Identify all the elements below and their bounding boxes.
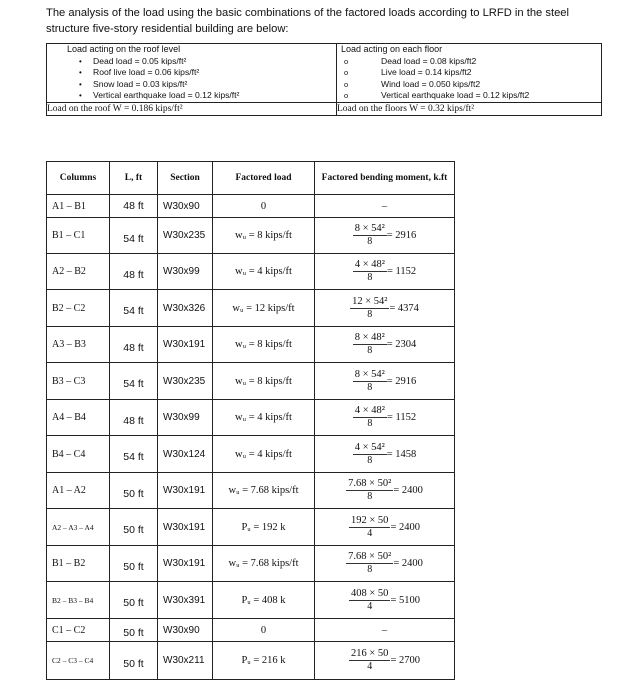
bullet-marker: •: [79, 68, 82, 77]
cell-length: 54 ft: [110, 363, 158, 400]
cell-factored-load: 0: [213, 195, 315, 218]
cell-bending-moment: [315, 642, 455, 680]
cell-bending-moment: [315, 582, 455, 619]
table-row: [47, 582, 455, 619]
cell-section: W30x191: [158, 546, 213, 582]
header-factored-load: Factored load: [213, 162, 315, 195]
load-item-text: Roof live load = 0.06 kips/ft²: [93, 67, 200, 77]
cell-factored-load: Pᵤ = 192 k: [213, 509, 315, 546]
floor-load-cell: [337, 44, 602, 103]
cell-bending-moment: [315, 436, 455, 473]
table-row: [47, 473, 455, 509]
moment-result: = 2916: [386, 375, 417, 387]
cell-factored-load: wᵤ = 4 kips/ft: [213, 400, 315, 436]
moment-dash: –: [381, 624, 388, 636]
moment-numerator: 4 × 54²: [354, 441, 385, 453]
moment-denominator: 8: [346, 490, 393, 503]
load-item-text: Snow load = 0.03 kips/ft²: [93, 78, 188, 89]
table-row: [47, 363, 455, 400]
cell-section: W30x235: [158, 363, 213, 400]
moment-fraction: [353, 405, 387, 430]
load-item-text: Dead load = 0.05 kips/ft²: [93, 55, 187, 66]
cell-length: 48 ft: [110, 254, 158, 290]
cell-length: 50 ft: [110, 582, 158, 619]
cell-section: W30x90: [158, 619, 213, 642]
cell-length: 50 ft: [110, 546, 158, 582]
table-row: [47, 254, 455, 290]
cell-factored-load: wᵤ = 4 kips/ft: [213, 436, 315, 473]
moment-numerator: 192 × 50: [351, 514, 389, 526]
moment-numerator: 408 × 50: [351, 587, 389, 599]
table-header-row: [47, 162, 455, 195]
cell-factored-load: wᵤ = 4 kips/ft: [213, 254, 315, 290]
table-row: [47, 195, 455, 218]
moment-denominator: 4: [349, 600, 390, 613]
cell-bending-moment: [315, 218, 455, 254]
cell-bending-moment: [315, 195, 455, 218]
floor-load-heading: Load acting on each floor: [341, 44, 443, 54]
moment-denominator: 8: [346, 563, 393, 576]
roof-load-heading: Load acting on the roof level: [67, 44, 181, 54]
cell-columns: A2 – A3 – A4: [47, 509, 110, 546]
cell-columns: B2 – B3 – B4: [47, 582, 110, 619]
cell-section: W30x124: [158, 436, 213, 473]
cell-bending-moment: [315, 473, 455, 509]
cell-bending-moment: [315, 400, 455, 436]
moment-fraction: [349, 588, 390, 613]
load-item-text: Live load = 0.14 kips/ft2: [381, 67, 472, 77]
moment-result: = 2400: [393, 485, 423, 496]
moment-fraction: [350, 296, 389, 321]
cell-columns: B3 – C3: [47, 363, 110, 400]
table-row: [47, 642, 455, 680]
cell-bending-moment: [315, 619, 455, 642]
cell-columns: B1 – B2: [47, 546, 110, 582]
moment-numerator: 8 × 48²: [354, 332, 385, 343]
cell-section: W30x211: [158, 642, 213, 680]
table-row: [47, 436, 455, 473]
cell-section: W30x90: [158, 195, 213, 218]
beam-moment-table: [46, 161, 455, 680]
moment-numerator: 7.68 × 50²: [348, 478, 392, 489]
cell-length: 48 ft: [110, 400, 158, 436]
cell-section: W30x191: [158, 473, 213, 509]
cell-bending-moment: [315, 327, 455, 363]
cell-bending-moment: [315, 363, 455, 400]
header-length: L, ft: [110, 162, 158, 195]
floor-load-item: [337, 90, 601, 102]
cell-bending-moment: [315, 509, 455, 546]
load-summary-table: [46, 43, 602, 116]
cell-columns: A1 – A2: [47, 473, 110, 509]
floor-load-item: [337, 79, 601, 91]
moment-fraction: [353, 369, 387, 394]
cell-length: 50 ft: [110, 619, 158, 642]
bullet-marker: •: [79, 56, 82, 66]
load-item-text: Vertical earthquake load = 0.12 kips/ft2: [381, 90, 530, 100]
bullet-marker: •: [79, 79, 82, 89]
cell-section: W30x326: [158, 290, 213, 327]
table-row: [47, 290, 455, 327]
cell-factored-load: wᵤ = 7.68 kips/ft: [213, 546, 315, 582]
bullet-marker: o: [344, 79, 349, 89]
moment-result: = 2304: [386, 339, 417, 350]
cell-factored-load: wᵤ = 7.68 kips/ft: [213, 473, 315, 509]
moment-result: = 4374: [389, 302, 419, 314]
moment-numerator: 8 × 54²: [354, 223, 385, 234]
cell-factored-load: wᵤ = 8 kips/ft: [213, 363, 315, 400]
cell-section: W30x235: [158, 218, 213, 254]
cell-columns: A2 – B2: [47, 254, 110, 290]
moment-result: = 5100: [390, 594, 420, 606]
moment-numerator: 8 × 54²: [354, 368, 385, 380]
moment-denominator: 8: [353, 381, 387, 394]
cell-bending-moment: [315, 254, 455, 290]
cell-factored-load: wᵤ = 8 kips/ft: [213, 218, 315, 254]
cell-columns: C2 – C3 – C4: [47, 642, 110, 680]
table-row: [47, 509, 455, 546]
cell-length: 50 ft: [110, 473, 158, 509]
moment-fraction: [353, 223, 387, 248]
moment-fraction: [346, 478, 393, 503]
load-item-text: Dead load = 0.08 kips/ft2: [381, 55, 477, 66]
floor-load-list: [337, 56, 601, 102]
moment-denominator: 8: [350, 308, 389, 321]
cell-bending-moment: [315, 290, 455, 327]
cell-length: 50 ft: [110, 642, 158, 680]
cell-columns: B2 – C2: [47, 290, 110, 327]
moment-numerator: 216 × 50: [351, 648, 389, 659]
cell-columns: A4 – B4: [47, 400, 110, 436]
cell-columns: A3 – B3: [47, 327, 110, 363]
moment-numerator: 7.68 × 50²: [348, 551, 392, 562]
moment-fraction: [349, 648, 390, 673]
moment-fraction: [353, 332, 387, 357]
floor-total-load: Load on the floors W = 0.32 kips/ft²: [337, 102, 602, 115]
moment-dash: –: [381, 200, 388, 212]
moment-result: = 2700: [390, 655, 420, 666]
header-section: Section: [158, 162, 213, 195]
cell-factored-load: wᵤ = 12 kips/ft: [213, 290, 315, 327]
cell-factored-load: Pᵤ = 408 k: [213, 582, 315, 619]
bullet-marker: o: [344, 68, 349, 77]
moment-fraction: [349, 515, 390, 540]
moment-fraction: [353, 442, 387, 467]
moment-result: = 1458: [386, 448, 417, 460]
cell-section: W30x191: [158, 509, 213, 546]
cell-length: 50 ft: [110, 509, 158, 546]
cell-factored-load: wᵤ = 8 kips/ft: [213, 327, 315, 363]
cell-length: 54 ft: [110, 218, 158, 254]
cell-length: 54 ft: [110, 290, 158, 327]
moment-result: = 2400: [390, 521, 420, 533]
intro-paragraph: The analysis of the load using the basic combinations of the factored loads according to LRFD in the steel structure five-story residential building are below:: [46, 7, 570, 35]
cell-columns: B4 – C4: [47, 436, 110, 473]
load-item-text: Vertical earthquake load = 0.12 kips/ft²: [93, 90, 240, 100]
moment-denominator: 8: [353, 235, 387, 248]
table-row: [47, 400, 455, 436]
load-item-text: Wind load = 0.050 kips/ft2: [381, 78, 481, 89]
moment-denominator: 4: [349, 660, 390, 673]
moment-denominator: 8: [353, 417, 387, 430]
cell-length: 48 ft: [110, 327, 158, 363]
cell-columns: C1 – C2: [47, 619, 110, 642]
roof-load-item: [47, 67, 336, 79]
roof-load-cell: [47, 44, 337, 103]
roof-load-item: [47, 90, 336, 102]
table-row: [47, 619, 455, 642]
cell-columns: B1 – C1: [47, 218, 110, 254]
cell-factored-load: 0: [213, 619, 315, 642]
cell-section: W30x391: [158, 582, 213, 619]
cell-columns: A1 – B1: [47, 195, 110, 218]
roof-load-item: [47, 79, 336, 91]
bullet-marker: o: [344, 91, 349, 100]
roof-load-list: [47, 56, 336, 102]
header-columns: Columns: [47, 162, 110, 195]
cell-factored-load: Pᵤ = 216 k: [213, 642, 315, 680]
cell-section: W30x191: [158, 327, 213, 363]
moment-result: = 2400: [393, 558, 423, 569]
moment-numerator: 4 × 48²: [354, 405, 385, 416]
cell-section: W30x99: [158, 400, 213, 436]
moment-fraction: [346, 551, 393, 576]
moment-result: = 1152: [386, 266, 417, 277]
cell-bending-moment: [315, 546, 455, 582]
header-bending-moment: Factored bending moment, k.ft: [315, 162, 455, 195]
cell-section: W30x99: [158, 254, 213, 290]
floor-load-item: [337, 67, 601, 79]
moment-denominator: 8: [353, 271, 387, 284]
moment-denominator: 8: [353, 344, 387, 357]
moment-fraction: [353, 259, 387, 284]
table-row: [47, 546, 455, 582]
table-row: [47, 327, 455, 363]
cell-length: 48 ft: [110, 195, 158, 218]
moment-numerator: 12 × 54²: [352, 295, 388, 307]
moment-denominator: 4: [349, 527, 390, 540]
cell-length: 54 ft: [110, 436, 158, 473]
moment-numerator: 4 × 48²: [354, 259, 385, 270]
roof-load-item: [47, 56, 336, 68]
roof-total-load: Load on the roof W = 0.186 kips/ft²: [47, 102, 337, 115]
bullet-marker: •: [79, 91, 82, 100]
floor-load-item: [337, 56, 601, 68]
moment-result: = 2916: [386, 230, 417, 241]
table-row: [47, 218, 455, 254]
moment-denominator: 8: [353, 454, 387, 467]
bullet-marker: o: [344, 56, 349, 66]
moment-result: = 1152: [386, 412, 417, 423]
